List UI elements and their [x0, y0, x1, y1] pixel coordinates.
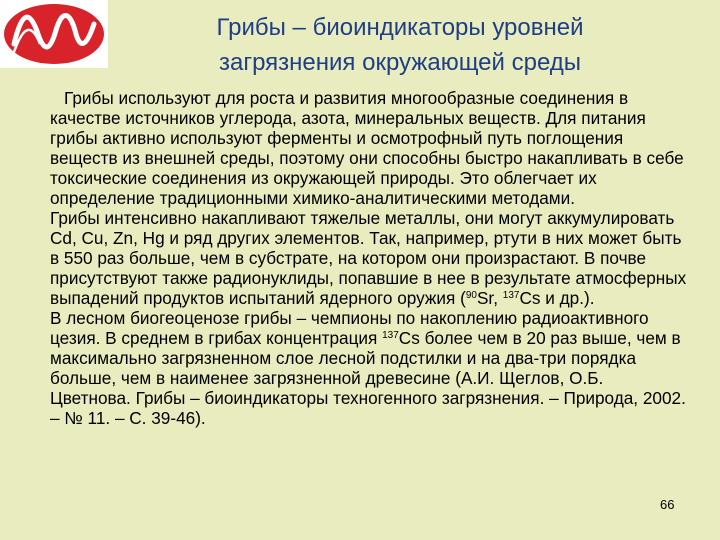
paragraph-2-text-a: Грибы интенсивно накапливают тяжелые металлы, они могут аккумулировать Cd, Cu, Zn, Hg и ряд других элементов. Так, например, ртути в них может быть в 550 раз больше, чем в субстрате, на котором они произрастают. В почве присутствуют также радионуклиды, попавшие в нее в результате атмосферных выпадений продуктов испытаний ядерного оружия ( [50, 208, 687, 308]
superscript-137: 137 [502, 290, 520, 301]
paragraph-2-text-b: Sr, [476, 288, 503, 308]
slide-body [38, 88, 688, 428]
paragraph-1-text: Грибы используют для роста и развития многообразные соединения в качестве источников углерода, азота, минеральных веществ. Для питания грибы активно используют ферменты и осмотрофный путь поглощения веществ из внешней среды, поэтому они способны быстро накапливать в себе токсические соединения из окружающей природы. Это облегчает их определение традиционными химико-аналитическими методами. [50, 88, 684, 208]
superscript-90: 90 [465, 290, 477, 301]
logo-icon [0, 0, 108, 68]
paragraph-1 [38, 88, 688, 208]
title-line-2: загрязнения окружающей среды [218, 49, 582, 76]
paragraph-2 [38, 208, 688, 308]
title-line-1: Грибы – биоиндикаторы уровней [216, 14, 584, 41]
slide-title [150, 10, 650, 80]
superscript-137-cs: 137 [382, 330, 399, 341]
paragraph-3-text-b: Cs более чем в 20 раз выше, чем в максимально загрязненном слое лесной подстилки и на два-три порядка больше, чем в наименее загрязненной древесине (А.И. Щеглов, О.Б. Цветнова. Грибы – биоиндикаторы техногенного загрязнения. – Природа, 2002. – № 11. – С. 39-46). [50, 328, 686, 428]
paragraph-3 [38, 308, 688, 428]
paragraph-3-text-a: В лесном биогеоценозе грибы – чемпионы по накоплению радиоактивного цезия. В среднем в грибах концентрация [50, 308, 649, 348]
page-number: 66 [660, 497, 675, 512]
paragraph-2-text-c: Cs и др.). [519, 288, 595, 308]
